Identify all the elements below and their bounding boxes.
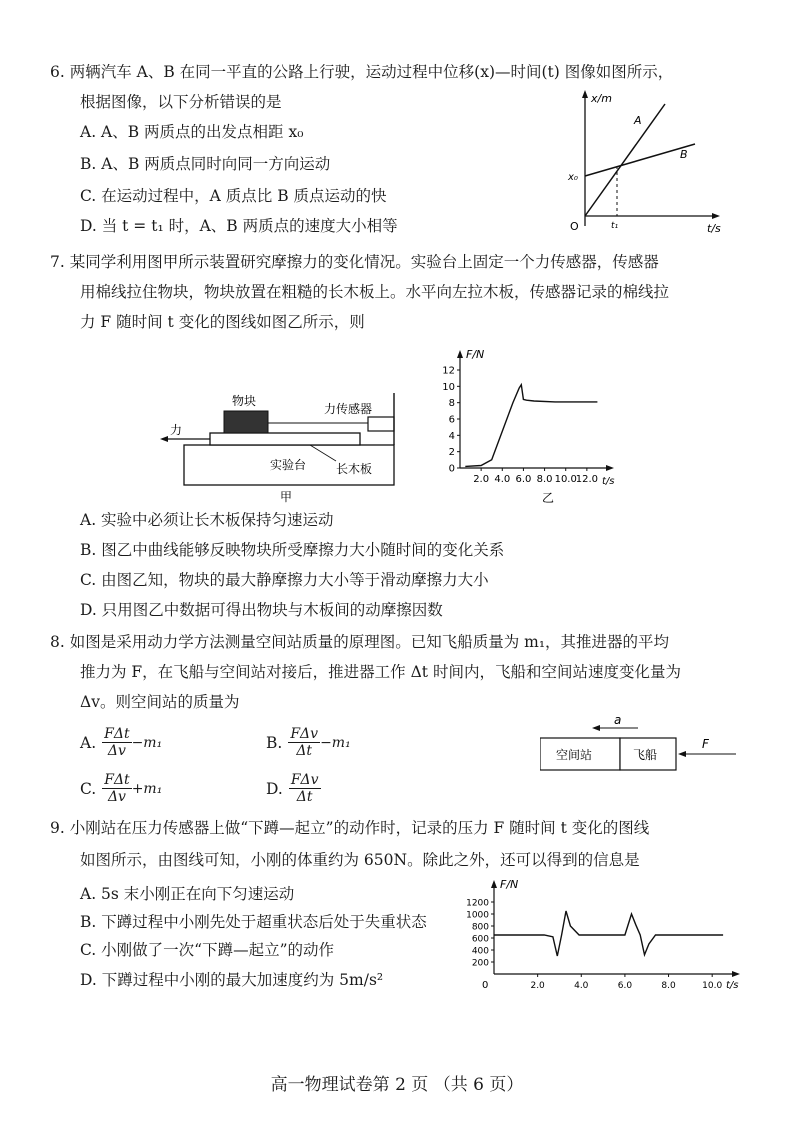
chart-p-xtick-label: 10.0 xyxy=(702,981,723,991)
q8-c-den: Δv xyxy=(107,789,126,805)
q7-chart-xlabel: t/s xyxy=(602,476,615,487)
q8-d-label: D. xyxy=(266,779,283,798)
q7-apparatus-diagram xyxy=(160,385,410,505)
q8-c-label: C. xyxy=(80,779,97,798)
chart-p-ytick-label: 400 xyxy=(471,946,489,957)
q6-ylabel: x/m xyxy=(591,92,612,105)
q9-option-c: C. 小刚做了一次“下蹲—起立”的动作 xyxy=(80,941,335,959)
chart-p-xtick-label: 6.0 xyxy=(617,981,633,991)
q6-xt-graph xyxy=(560,86,730,236)
q8-option-c xyxy=(80,772,162,805)
q9-series-line xyxy=(494,911,723,956)
chart-f-ytick-label: 0 xyxy=(448,463,455,475)
long-board xyxy=(210,433,360,445)
q8-a-fraction xyxy=(102,726,131,759)
q7-stem-line2: 用棉线拉住物块，物块放置在粗糙的长木板上。水平向左拉木板，传感器记录的棉线拉 xyxy=(80,283,670,301)
q8-d-den: Δt xyxy=(296,789,313,805)
q8-a-num: FΔt xyxy=(104,726,130,742)
q6-option-c: C. 在运动过程中，A 质点比 B 质点运动的快 xyxy=(80,187,387,205)
q8-a-tail: −m₁ xyxy=(131,734,163,751)
q8-docking-diagram xyxy=(540,716,740,776)
q8-c-num: FΔt xyxy=(104,772,130,788)
q8-option-a xyxy=(80,726,162,759)
q7-option-b: B. 图乙中曲线能够反映物块所受摩擦力大小随时间的变化关系 xyxy=(80,541,505,559)
chart-f-ytick-label: 10 xyxy=(442,381,455,393)
block-label: 物块 xyxy=(232,394,257,408)
q7-stem-line1: 7. 某同学利用图甲所示装置研究摩擦力的变化情况。实验台上固定一个力传感器，传感器 xyxy=(50,253,659,271)
q8-b-den: Δt xyxy=(296,743,313,759)
q7-y-arrow xyxy=(457,350,463,358)
chart-p-ytick-label: 1200 xyxy=(466,898,489,909)
ship-label: 飞船 xyxy=(633,748,658,762)
chart-f-xtick-label: 6.0 xyxy=(515,474,532,485)
q7-chart-caption: 乙 xyxy=(542,491,555,505)
q8-stem-line2: 推力为 F，在飞船与空间站对接后，推进器工作 Δt 时间内，飞船和空间站速度变化量为 xyxy=(80,663,681,681)
sensor-label: 力传感器 xyxy=(324,402,373,416)
q8-c-tail: +m₁ xyxy=(131,780,163,797)
board-label: 长木板 xyxy=(336,462,373,476)
chart-f-xtick-label: 12.0 xyxy=(575,474,598,485)
acceleration-arrow-head xyxy=(592,725,600,731)
q8-d-fraction xyxy=(289,772,321,805)
q6-t1-label: t₁ xyxy=(611,221,619,231)
chart-p-ytick-label: 200 xyxy=(471,958,489,969)
chart-f-ytick-label: 12 xyxy=(442,365,455,377)
q6-stem-line1: 6. 两辆汽车 A、B 在同一平直的公路上行驶，运动过程中位移(x)—时间(t) 图像如图所示， xyxy=(50,63,674,81)
q6-option-a: A. A、B 两质点的出发点相距 x₀ xyxy=(80,123,304,141)
q9-chart-xlabel: t/s xyxy=(726,980,739,991)
q8-stem-line1: 8. 如图是采用动力学方法测量空间站质量的原理图。已知飞船质量为 m₁，其推进器的平均 xyxy=(50,633,670,651)
force-label: 力 xyxy=(170,423,183,437)
q7-chart-ylabel: F/N xyxy=(466,348,485,361)
q9-x-arrow xyxy=(732,971,740,977)
page-footer: 高一物理试卷第 2 页 （共 6 页） xyxy=(270,1075,524,1095)
station-label: 空间站 xyxy=(556,748,593,762)
chart-f-ytick-label: 2 xyxy=(448,447,455,459)
table-label: 实验台 xyxy=(270,458,307,472)
q8-stem-line3: Δv。则空间站的质量为 xyxy=(80,693,240,711)
q8-option-d xyxy=(266,772,321,805)
q6-option-d: D. 当 t = t₁ 时，A、B 两质点的速度大小相等 xyxy=(80,217,398,235)
block xyxy=(224,411,268,433)
q7-option-d: D. 只用图乙中数据可得出物块与木板间的动摩擦因数 xyxy=(80,601,443,619)
pull-arrow-head xyxy=(160,436,168,442)
q7-option-a: A. 实验中必须让长木板保持匀速运动 xyxy=(80,511,334,529)
q9-option-b: B. 下蹲过程中小刚先处于超重状态后处于失重状态 xyxy=(80,913,427,931)
chart-p-ytick-label: 800 xyxy=(471,922,489,933)
chart-p-ytick-label: 600 xyxy=(471,934,489,945)
q9-chart-origin: 0 xyxy=(482,980,489,991)
q9-pressure-time-chart xyxy=(458,876,748,994)
chart-p-xtick-label: 8.0 xyxy=(661,981,676,991)
chart-f-ytick-label: 4 xyxy=(448,430,455,442)
q8-a-label: A. xyxy=(80,733,97,752)
chart-p-xtick-label: 2.0 xyxy=(530,981,545,991)
q6-y-arrow xyxy=(582,90,588,98)
q8-a-den: Δv xyxy=(107,743,126,759)
q9-option-a: A. 5s 末小刚正在向下匀速运动 xyxy=(80,885,295,903)
chart-f-xtick-label: 4.0 xyxy=(494,474,511,485)
q6-line-b xyxy=(585,144,695,176)
q6-origin: O xyxy=(570,220,579,233)
fig-a-caption: 甲 xyxy=(280,490,293,504)
q6-line-a xyxy=(585,104,665,216)
q7-series-line xyxy=(465,385,597,467)
q6-label-a: A xyxy=(634,114,642,127)
chart-f-ytick-label: 6 xyxy=(448,414,455,426)
q7-force-time-chart xyxy=(426,346,616,506)
thrust-label: F xyxy=(702,737,709,751)
q9-chart-ylabel: F/N xyxy=(500,878,519,891)
q9-stem-line1: 9. 小刚站在压力传感器上做“下蹲—起立”的动作时，记录的压力 F 随时间 t 变化的图线 xyxy=(50,819,650,837)
chart-f-xtick-label: 2.0 xyxy=(473,474,490,485)
q9-y-arrow xyxy=(491,880,497,888)
acceleration-label: a xyxy=(614,716,622,727)
q6-stem-line2: 根据图像，以下分析错误的是 xyxy=(80,93,282,111)
chart-f-ytick-label: 8 xyxy=(448,398,455,410)
q8-option-b xyxy=(266,726,351,759)
q7-stem-line3: 力 F 随时间 t 变化的图线如图乙所示，则 xyxy=(80,313,365,331)
chart-f-xtick-label: 10.0 xyxy=(554,474,577,485)
q9-stem-line2: 如图所示，由图线可知，小刚的体重约为 650N。除此之外，还可以得到的信息是 xyxy=(80,851,640,869)
q7-option-c: C. 由图乙知，物块的最大静摩擦力大小等于滑动摩擦力大小 xyxy=(80,571,489,589)
q8-b-label: B. xyxy=(266,733,283,752)
q7-x-arrow xyxy=(606,465,614,471)
q8-d-num: FΔv xyxy=(290,772,319,788)
chart-f-xtick-label: 8.0 xyxy=(536,474,553,485)
q8-b-tail: −m₁ xyxy=(320,734,351,751)
q8-b-num: FΔv xyxy=(290,726,319,742)
q8-c-fraction xyxy=(102,772,131,805)
q6-x0-label: x₀ xyxy=(568,172,578,183)
chart-p-ytick-label: 1000 xyxy=(466,910,489,921)
q6-xlabel: t/s xyxy=(707,222,721,235)
q8-b-fraction xyxy=(288,726,320,759)
chart-p-xtick-label: 4.0 xyxy=(574,981,589,991)
q9-option-d: D. 下蹲过程中小刚的最大加速度约为 5m/s² xyxy=(80,971,384,989)
q6-label-b: B xyxy=(680,148,688,161)
thrust-arrow-head xyxy=(678,751,686,757)
force-sensor xyxy=(368,417,394,431)
q6-x-arrow xyxy=(712,213,720,219)
q6-option-b: B. A、B 两质点同时向同一方向运动 xyxy=(80,155,331,173)
